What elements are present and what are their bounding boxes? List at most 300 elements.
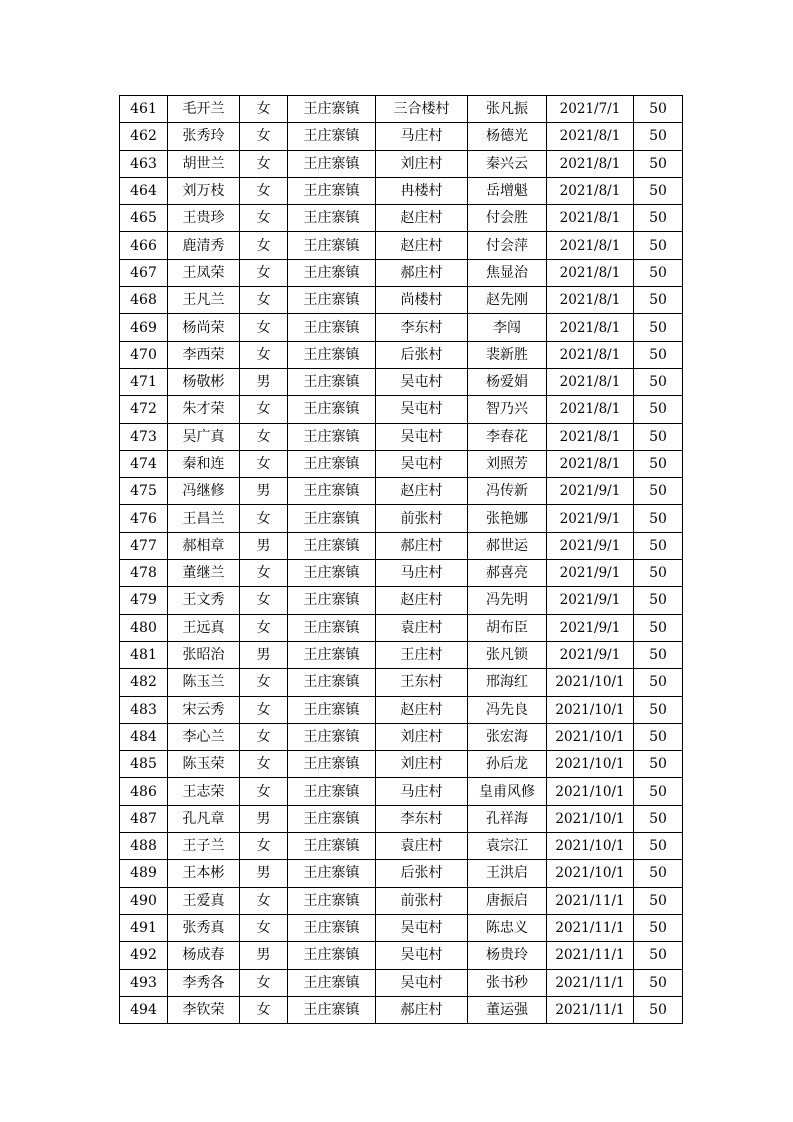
cell-village: 赵庄村 [376,232,468,259]
cell-gender: 男 [240,641,288,668]
cell-town: 王庄寨镇 [288,450,376,477]
table-row [120,751,683,778]
table-row [120,205,683,232]
cell-amount: 50 [634,723,683,750]
cell-amount: 50 [634,532,683,559]
cell-village: 马庄村 [376,123,468,150]
cell-village: 三合楼村 [376,96,468,123]
cell-date: 2021/9/1 [547,478,634,505]
cell-amount: 50 [634,314,683,341]
cell-town: 王庄寨镇 [288,150,376,177]
cell-amount: 50 [634,177,683,204]
cell-town: 王庄寨镇 [288,368,376,395]
cell-village: 前张村 [376,505,468,532]
cell-village: 赵庄村 [376,478,468,505]
cell-amount: 50 [634,450,683,477]
cell-row-number: 469 [120,314,168,341]
cell-amount: 50 [634,423,683,450]
cell-name: 秦和连 [168,450,240,477]
cell-row-number: 480 [120,614,168,641]
cell-contact-name: 杨贵玲 [468,942,547,969]
cell-name: 陈玉荣 [168,751,240,778]
cell-amount: 50 [634,96,683,123]
cell-name: 李心兰 [168,723,240,750]
cell-gender: 女 [240,177,288,204]
cell-village: 郝庄村 [376,996,468,1023]
cell-row-number: 467 [120,259,168,286]
table-row [120,532,683,559]
cell-amount: 50 [634,887,683,914]
cell-gender: 男 [240,368,288,395]
table-row [120,560,683,587]
cell-row-number: 477 [120,532,168,559]
cell-village: 赵庄村 [376,587,468,614]
cell-gender: 女 [240,778,288,805]
cell-date: 2021/10/1 [547,696,634,723]
cell-village: 马庄村 [376,778,468,805]
table-row [120,505,683,532]
cell-amount: 50 [634,614,683,641]
cell-name: 胡世兰 [168,150,240,177]
cell-name: 董继兰 [168,560,240,587]
cell-row-number: 470 [120,341,168,368]
cell-town: 王庄寨镇 [288,259,376,286]
cell-gender: 女 [240,123,288,150]
cell-row-number: 487 [120,805,168,832]
cell-village: 赵庄村 [376,205,468,232]
cell-amount: 50 [634,341,683,368]
cell-date: 2021/11/1 [547,996,634,1023]
cell-village: 吴屯村 [376,423,468,450]
cell-name: 李秀各 [168,969,240,996]
cell-gender: 男 [240,805,288,832]
cell-gender: 女 [240,423,288,450]
cell-date: 2021/10/1 [547,860,634,887]
cell-amount: 50 [634,914,683,941]
cell-name: 吴广真 [168,423,240,450]
records-table-body [120,96,683,1024]
cell-row-number: 462 [120,123,168,150]
cell-amount: 50 [634,205,683,232]
cell-name: 王爱真 [168,887,240,914]
cell-contact-name: 陈忠义 [468,914,547,941]
cell-name: 王凡兰 [168,287,240,314]
cell-contact-name: 王洪启 [468,860,547,887]
cell-contact-name: 冯先良 [468,696,547,723]
cell-village: 吴屯村 [376,396,468,423]
cell-village: 王庄村 [376,641,468,668]
cell-date: 2021/7/1 [547,96,634,123]
cell-village: 郝庄村 [376,532,468,559]
cell-contact-name: 付会胜 [468,205,547,232]
cell-row-number: 494 [120,996,168,1023]
cell-date: 2021/11/1 [547,969,634,996]
cell-amount: 50 [634,396,683,423]
cell-date: 2021/8/1 [547,396,634,423]
table-row [120,232,683,259]
cell-town: 王庄寨镇 [288,996,376,1023]
cell-contact-name: 冯传新 [468,478,547,505]
cell-town: 王庄寨镇 [288,969,376,996]
table-row [120,833,683,860]
cell-town: 王庄寨镇 [288,205,376,232]
cell-row-number: 489 [120,860,168,887]
cell-contact-name: 张艳娜 [468,505,547,532]
cell-town: 王庄寨镇 [288,123,376,150]
cell-town: 王庄寨镇 [288,532,376,559]
cell-gender: 女 [240,232,288,259]
cell-contact-name: 邢海红 [468,669,547,696]
cell-contact-name: 秦兴云 [468,150,547,177]
cell-village: 吴屯村 [376,914,468,941]
cell-amount: 50 [634,996,683,1023]
cell-contact-name: 郝喜亮 [468,560,547,587]
cell-name: 郝相章 [168,532,240,559]
cell-town: 王庄寨镇 [288,696,376,723]
cell-row-number: 463 [120,150,168,177]
cell-name: 王文秀 [168,587,240,614]
cell-row-number: 461 [120,96,168,123]
cell-row-number: 473 [120,423,168,450]
cell-gender: 女 [240,614,288,641]
table-row [120,805,683,832]
cell-village: 袁庄村 [376,614,468,641]
cell-name: 王本彬 [168,860,240,887]
cell-village: 郝庄村 [376,259,468,286]
cell-village: 袁庄村 [376,833,468,860]
cell-amount: 50 [634,778,683,805]
cell-town: 王庄寨镇 [288,942,376,969]
cell-date: 2021/11/1 [547,914,634,941]
cell-date: 2021/8/1 [547,205,634,232]
cell-row-number: 468 [120,287,168,314]
table-row [120,641,683,668]
cell-town: 王庄寨镇 [288,805,376,832]
cell-gender: 女 [240,341,288,368]
cell-row-number: 488 [120,833,168,860]
cell-amount: 50 [634,587,683,614]
cell-contact-name: 董运强 [468,996,547,1023]
cell-village: 刘庄村 [376,723,468,750]
cell-name: 冯继修 [168,478,240,505]
cell-name: 孔凡章 [168,805,240,832]
cell-amount: 50 [634,560,683,587]
cell-name: 杨成春 [168,942,240,969]
cell-village: 赵庄村 [376,696,468,723]
cell-village: 吴屯村 [376,942,468,969]
cell-gender: 女 [240,751,288,778]
cell-town: 王庄寨镇 [288,751,376,778]
cell-amount: 50 [634,860,683,887]
cell-gender: 女 [240,996,288,1023]
cell-village: 吴屯村 [376,450,468,477]
cell-row-number: 476 [120,505,168,532]
table-row [120,314,683,341]
cell-town: 王庄寨镇 [288,314,376,341]
cell-contact-name: 岳增魁 [468,177,547,204]
cell-gender: 女 [240,96,288,123]
cell-contact-name: 李闯 [468,314,547,341]
cell-date: 2021/10/1 [547,723,634,750]
cell-date: 2021/9/1 [547,614,634,641]
cell-row-number: 490 [120,887,168,914]
cell-row-number: 481 [120,641,168,668]
cell-date: 2021/11/1 [547,887,634,914]
cell-gender: 女 [240,150,288,177]
cell-row-number: 479 [120,587,168,614]
cell-name: 张秀真 [168,914,240,941]
cell-date: 2021/8/1 [547,450,634,477]
cell-row-number: 474 [120,450,168,477]
table-row [120,969,683,996]
cell-name: 张昭治 [168,641,240,668]
cell-town: 王庄寨镇 [288,587,376,614]
cell-town: 王庄寨镇 [288,723,376,750]
cell-amount: 50 [634,833,683,860]
cell-gender: 女 [240,259,288,286]
cell-amount: 50 [634,969,683,996]
cell-row-number: 475 [120,478,168,505]
cell-town: 王庄寨镇 [288,505,376,532]
cell-town: 王庄寨镇 [288,423,376,450]
cell-gender: 女 [240,396,288,423]
cell-town: 王庄寨镇 [288,778,376,805]
cell-town: 王庄寨镇 [288,177,376,204]
cell-amount: 50 [634,696,683,723]
cell-contact-name: 张书秒 [468,969,547,996]
cell-gender: 女 [240,723,288,750]
table-row [120,942,683,969]
cell-name: 李西荣 [168,341,240,368]
cell-gender: 女 [240,914,288,941]
cell-contact-name: 唐振启 [468,887,547,914]
cell-date: 2021/9/1 [547,641,634,668]
cell-date: 2021/8/1 [547,314,634,341]
cell-row-number: 464 [120,177,168,204]
table-row [120,423,683,450]
cell-name: 王凤荣 [168,259,240,286]
cell-village: 李东村 [376,314,468,341]
cell-contact-name: 袁宗江 [468,833,547,860]
cell-contact-name: 张宏海 [468,723,547,750]
cell-date: 2021/8/1 [547,259,634,286]
cell-amount: 50 [634,478,683,505]
cell-gender: 女 [240,969,288,996]
cell-date: 2021/8/1 [547,150,634,177]
cell-name: 杨尚荣 [168,314,240,341]
cell-gender: 女 [240,314,288,341]
cell-row-number: 484 [120,723,168,750]
table-row [120,669,683,696]
table-row [120,723,683,750]
cell-village: 吴屯村 [376,368,468,395]
cell-name: 张秀玲 [168,123,240,150]
table-row [120,860,683,887]
table-row [120,478,683,505]
cell-name: 王子兰 [168,833,240,860]
cell-row-number: 485 [120,751,168,778]
cell-contact-name: 胡布臣 [468,614,547,641]
table-row [120,368,683,395]
cell-village: 王东村 [376,669,468,696]
cell-gender: 女 [240,505,288,532]
cell-gender: 男 [240,532,288,559]
cell-town: 王庄寨镇 [288,96,376,123]
cell-name: 刘万枝 [168,177,240,204]
cell-date: 2021/11/1 [547,942,634,969]
table-row [120,287,683,314]
table-row [120,914,683,941]
cell-gender: 女 [240,205,288,232]
cell-row-number: 486 [120,778,168,805]
cell-contact-name: 孙后龙 [468,751,547,778]
cell-date: 2021/9/1 [547,505,634,532]
cell-amount: 50 [634,669,683,696]
cell-contact-name: 杨德光 [468,123,547,150]
cell-village: 尚楼村 [376,287,468,314]
cell-name: 王贵珍 [168,205,240,232]
cell-contact-name: 张凡锁 [468,641,547,668]
cell-date: 2021/8/1 [547,177,634,204]
table-row [120,996,683,1023]
cell-gender: 女 [240,450,288,477]
cell-amount: 50 [634,150,683,177]
cell-row-number: 478 [120,560,168,587]
cell-row-number: 472 [120,396,168,423]
cell-town: 王庄寨镇 [288,478,376,505]
cell-town: 王庄寨镇 [288,914,376,941]
cell-village: 后张村 [376,860,468,887]
cell-row-number: 471 [120,368,168,395]
table-row [120,396,683,423]
table-row [120,150,683,177]
cell-amount: 50 [634,942,683,969]
cell-row-number: 493 [120,969,168,996]
cell-town: 王庄寨镇 [288,232,376,259]
cell-contact-name: 赵先刚 [468,287,547,314]
cell-village: 刘庄村 [376,150,468,177]
cell-gender: 女 [240,587,288,614]
cell-town: 王庄寨镇 [288,396,376,423]
records-table [119,95,683,1024]
cell-contact-name: 焦显治 [468,259,547,286]
cell-gender: 女 [240,833,288,860]
cell-town: 王庄寨镇 [288,641,376,668]
cell-amount: 50 [634,232,683,259]
cell-row-number: 491 [120,914,168,941]
cell-row-number: 466 [120,232,168,259]
cell-date: 2021/8/1 [547,368,634,395]
cell-name: 杨敬彬 [168,368,240,395]
cell-name: 李钦荣 [168,996,240,1023]
cell-date: 2021/10/1 [547,751,634,778]
cell-contact-name: 付会萍 [468,232,547,259]
cell-date: 2021/8/1 [547,287,634,314]
cell-town: 王庄寨镇 [288,614,376,641]
cell-date: 2021/9/1 [547,560,634,587]
cell-amount: 50 [634,805,683,832]
cell-amount: 50 [634,505,683,532]
cell-date: 2021/8/1 [547,341,634,368]
table-row [120,177,683,204]
cell-amount: 50 [634,641,683,668]
cell-village: 后张村 [376,341,468,368]
table-row [120,587,683,614]
table-row [120,696,683,723]
cell-contact-name: 皇甫风修 [468,778,547,805]
cell-town: 王庄寨镇 [288,860,376,887]
cell-date: 2021/10/1 [547,669,634,696]
cell-contact-name: 冯先明 [468,587,547,614]
cell-contact-name: 智乃兴 [468,396,547,423]
cell-village: 李东村 [376,805,468,832]
table-row [120,96,683,123]
cell-contact-name: 李春花 [468,423,547,450]
table-row [120,887,683,914]
cell-date: 2021/8/1 [547,423,634,450]
table-row [120,341,683,368]
cell-name: 朱才荣 [168,396,240,423]
cell-village: 马庄村 [376,560,468,587]
cell-name: 宋云秀 [168,696,240,723]
cell-town: 王庄寨镇 [288,669,376,696]
cell-contact-name: 郝世运 [468,532,547,559]
cell-village: 刘庄村 [376,751,468,778]
cell-date: 2021/8/1 [547,232,634,259]
table-row [120,259,683,286]
cell-date: 2021/8/1 [547,123,634,150]
cell-town: 王庄寨镇 [288,287,376,314]
cell-name: 陈玉兰 [168,669,240,696]
cell-contact-name: 刘照芳 [468,450,547,477]
table-row [120,450,683,477]
cell-gender: 男 [240,478,288,505]
cell-contact-name: 张凡振 [468,96,547,123]
cell-name: 毛开兰 [168,96,240,123]
cell-amount: 50 [634,751,683,778]
table-row [120,614,683,641]
cell-row-number: 483 [120,696,168,723]
cell-amount: 50 [634,368,683,395]
cell-gender: 女 [240,287,288,314]
table-row [120,778,683,805]
cell-town: 王庄寨镇 [288,887,376,914]
cell-village: 前张村 [376,887,468,914]
cell-date: 2021/9/1 [547,532,634,559]
cell-gender: 女 [240,669,288,696]
cell-amount: 50 [634,287,683,314]
cell-gender: 女 [240,887,288,914]
cell-gender: 男 [240,942,288,969]
cell-amount: 50 [634,123,683,150]
cell-date: 2021/10/1 [547,778,634,805]
cell-village: 吴屯村 [376,969,468,996]
cell-town: 王庄寨镇 [288,833,376,860]
cell-amount: 50 [634,259,683,286]
table-row [120,123,683,150]
cell-town: 王庄寨镇 [288,341,376,368]
cell-row-number: 465 [120,205,168,232]
cell-contact-name: 孔祥海 [468,805,547,832]
cell-date: 2021/10/1 [547,805,634,832]
cell-gender: 男 [240,860,288,887]
cell-name: 王志荣 [168,778,240,805]
cell-gender: 女 [240,696,288,723]
cell-name: 王远真 [168,614,240,641]
cell-contact-name: 杨爱娟 [468,368,547,395]
cell-row-number: 492 [120,942,168,969]
cell-date: 2021/9/1 [547,587,634,614]
